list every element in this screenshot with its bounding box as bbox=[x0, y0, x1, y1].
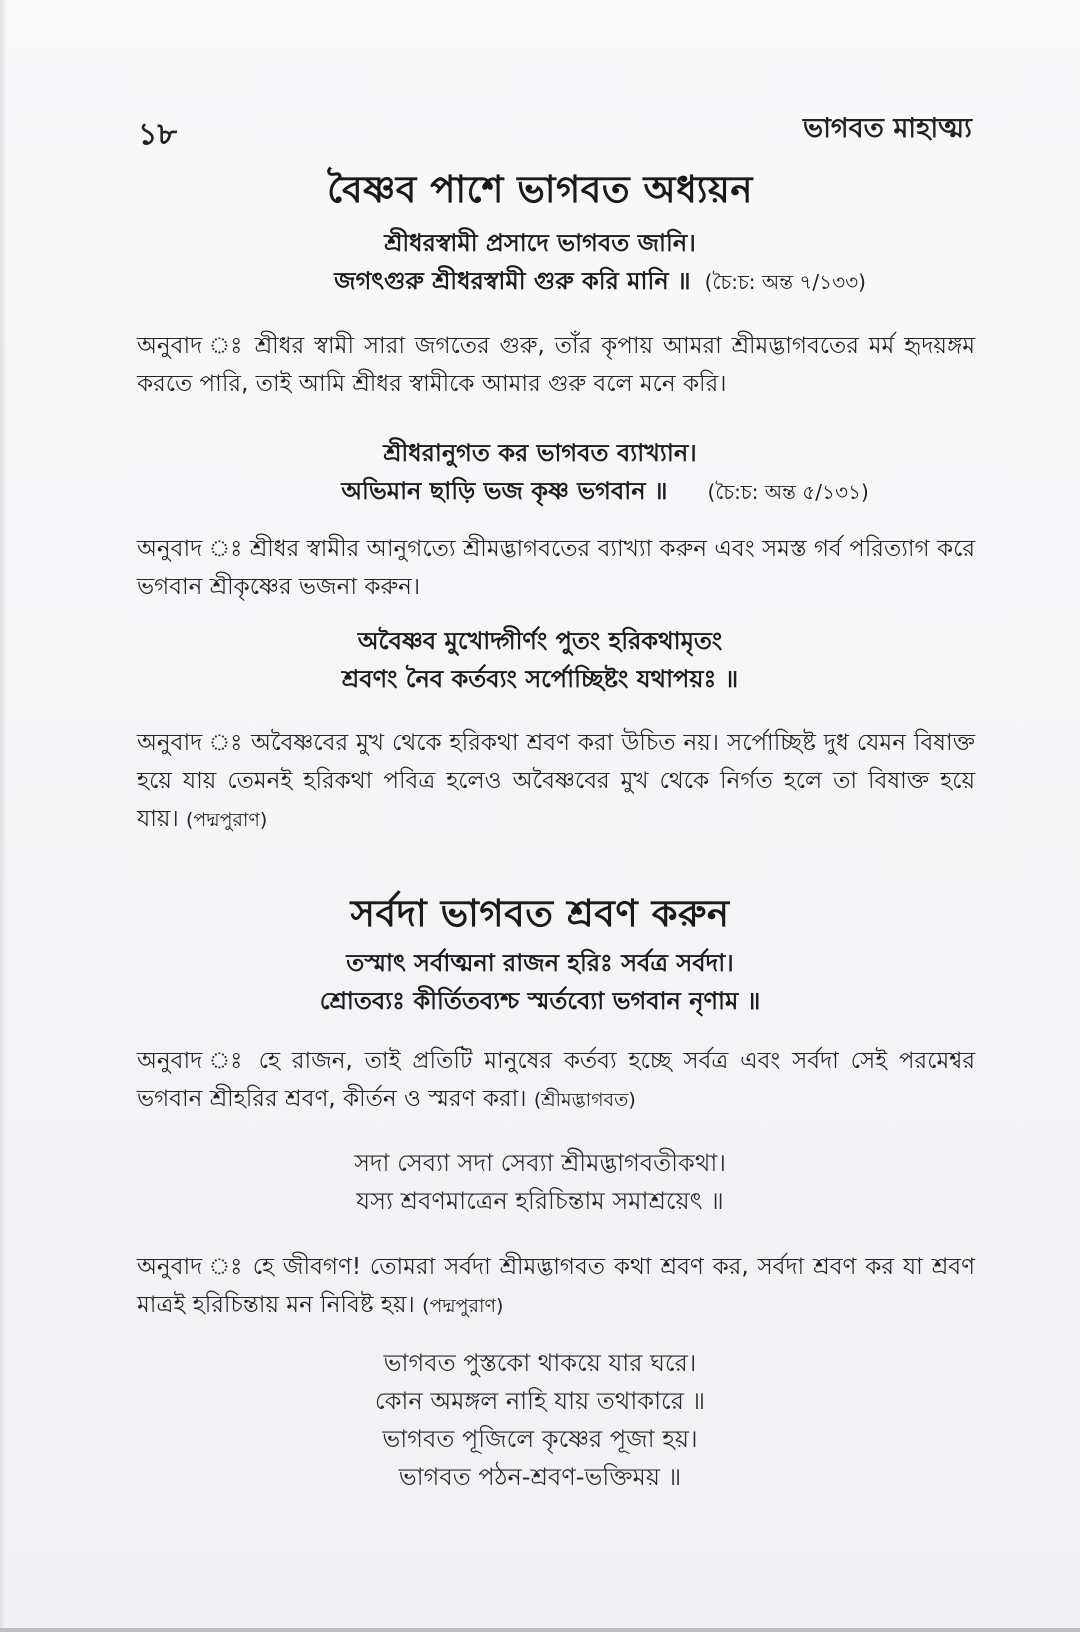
translation-source: (পদ্মপুরাণ) bbox=[422, 1295, 504, 1317]
verse-line: কোন অমঙ্গল নাহি যায় তথাকারে ॥ bbox=[374, 1387, 706, 1415]
verse-line: শ্রীধরস্বামী প্রসাদে ভাগবত জানি। bbox=[384, 229, 696, 257]
verse-line bbox=[0, 262, 1080, 301]
translation-paragraph-5 bbox=[137, 1248, 975, 1325]
verse-line: তস্মাৎ সর্বাত্মনা রাজন হরিঃ সর্বত্র সর্বদা। bbox=[346, 949, 734, 977]
translation-paragraph-1: অনুবাদ ঃ শ্রীধর স্বামী সারা জগতের গুরু, তাঁর কৃপায় আমরা শ্রীমদ্ভাগবতের মর্ম হৃদয়ঙ্গম করতে পারি, তাই আমি শ্রীধর স্বামীকে আমার গুরু বলে মনে করি। bbox=[137, 333, 975, 397]
translation-text: অনুবাদ ঃ অবৈষ্ণবের মুখ থেকে হরিকথা শ্রবণ করা উচিত নয়। সর্পোচ্ছিষ্ট দুধ যেমন বিষাক্ত হয়ে যায় তেমনই হরিকথা পবিত্র হলেও অবৈষ্ণবের মুখ থেকে নির্গত হলে তা বিষাক্ত হয়ে যায়। bbox=[137, 730, 975, 832]
page-header bbox=[138, 104, 972, 152]
verse-block-3 bbox=[0, 622, 1080, 698]
translation-paragraph-4 bbox=[137, 1042, 975, 1119]
verse-line: যস্য শ্রবণমাত্রেন হরিচিন্তাম সমাশ্রয়েৎ ॥ bbox=[356, 1187, 724, 1215]
verse-line: শ্রবণং নৈব কর্তব্যং সর্পোচ্ছিষ্টং যথাপয়ঃ ॥ bbox=[341, 665, 739, 693]
verse-line-text: জগৎগুরু শ্রীধরস্বামী গুরু করি মানি ॥ bbox=[334, 267, 691, 295]
verse-line: ভাগবত পঠন-শ্রবণ-ভক্তিময় ॥ bbox=[398, 1463, 682, 1491]
verse-line: শ্রোতব্যঃ কীর্তিতব্যশ্চ স্মর্তব্যো ভগবান নৃণাম ॥ bbox=[319, 987, 761, 1015]
verse-line: সদা সেব্যা সদা সেব্যা শ্রীমদ্ভাগবতীকথা। bbox=[354, 1149, 726, 1177]
verse-line: অবৈষ্ণব মুখোদ্গীর্ণং পুতং হরিকথামৃতং bbox=[357, 627, 723, 655]
translation-source: (শ্রীমদ্ভাগবত) bbox=[533, 1089, 636, 1111]
verse-line: শ্রীধরানুগত কর ভাগবত ব্যাখ্যান। bbox=[383, 439, 697, 467]
translation-paragraph-2: অনুবাদ ঃ শ্রীধর স্বামীর আনুগত্যে শ্রীমদ্ভাগবতের ব্যাখ্যা করুন এবং সমস্ত গর্ব পরিত্যাগ করে ভগবান শ্রীকৃষ্ণের ভজনা করুন। bbox=[137, 536, 975, 600]
translation-text: অনুবাদ ঃ হে রাজন, তাই প্রতিটি মানুষের কর্তব্য হচ্ছে সর্বত্র এবং সর্বদা সেই পরমেশ্বর ভগবান শ্রীহরির শ্রবণ, কীর্তন ও স্মরণ করা। bbox=[137, 1048, 975, 1112]
verse-block-1 bbox=[0, 224, 1080, 301]
translation-source: (পদ্মপুরাণ) bbox=[186, 809, 268, 831]
verse-block-5 bbox=[0, 1144, 1080, 1220]
verse-line-text: অভিমান ছাড়ি ভজ কৃষ্ণ ভগবান ॥ bbox=[341, 477, 668, 505]
page-number: ১৮ bbox=[138, 117, 177, 152]
verse-block-4 bbox=[0, 944, 1080, 1020]
page-bottom-edge bbox=[0, 1628, 1080, 1632]
section-heading-1: বৈষ্ণব পাশে ভাগবত অধ্যয়ন bbox=[327, 168, 753, 211]
verse-line: ভাগবত পূজিলে কৃষ্ণের পূজা হয়। bbox=[382, 1425, 698, 1453]
verse-line: ভাগবত পুস্তকো থাকয়ে যার ঘরে। bbox=[383, 1349, 697, 1377]
verse-reference: (চৈ:চ: অন্ত ৫/১৩১) bbox=[707, 480, 869, 504]
verse-block-6 bbox=[0, 1344, 1080, 1496]
verse-block-2 bbox=[0, 434, 1080, 511]
translation-text: অনুবাদ ঃ হে জীবগণ! তোমরা সর্বদা শ্রীমদ্ভাগবত কথা শ্রবণ কর, সর্বদা শ্রবণ কর যা শ্রবণ মাত্রই হরিচিন্তায় মন নিবিষ্ট হয়। bbox=[137, 1254, 975, 1318]
translation-paragraph-3 bbox=[137, 724, 975, 839]
section-heading-2: সর্বদা ভাগবত শ্রবণ করুন bbox=[350, 892, 730, 935]
running-title: ভাগবত মাহাত্ম্য bbox=[802, 113, 972, 144]
verse-reference: (চৈ:চ: অন্ত ৭/১৩৩) bbox=[704, 270, 866, 294]
verse-line bbox=[0, 472, 1080, 511]
